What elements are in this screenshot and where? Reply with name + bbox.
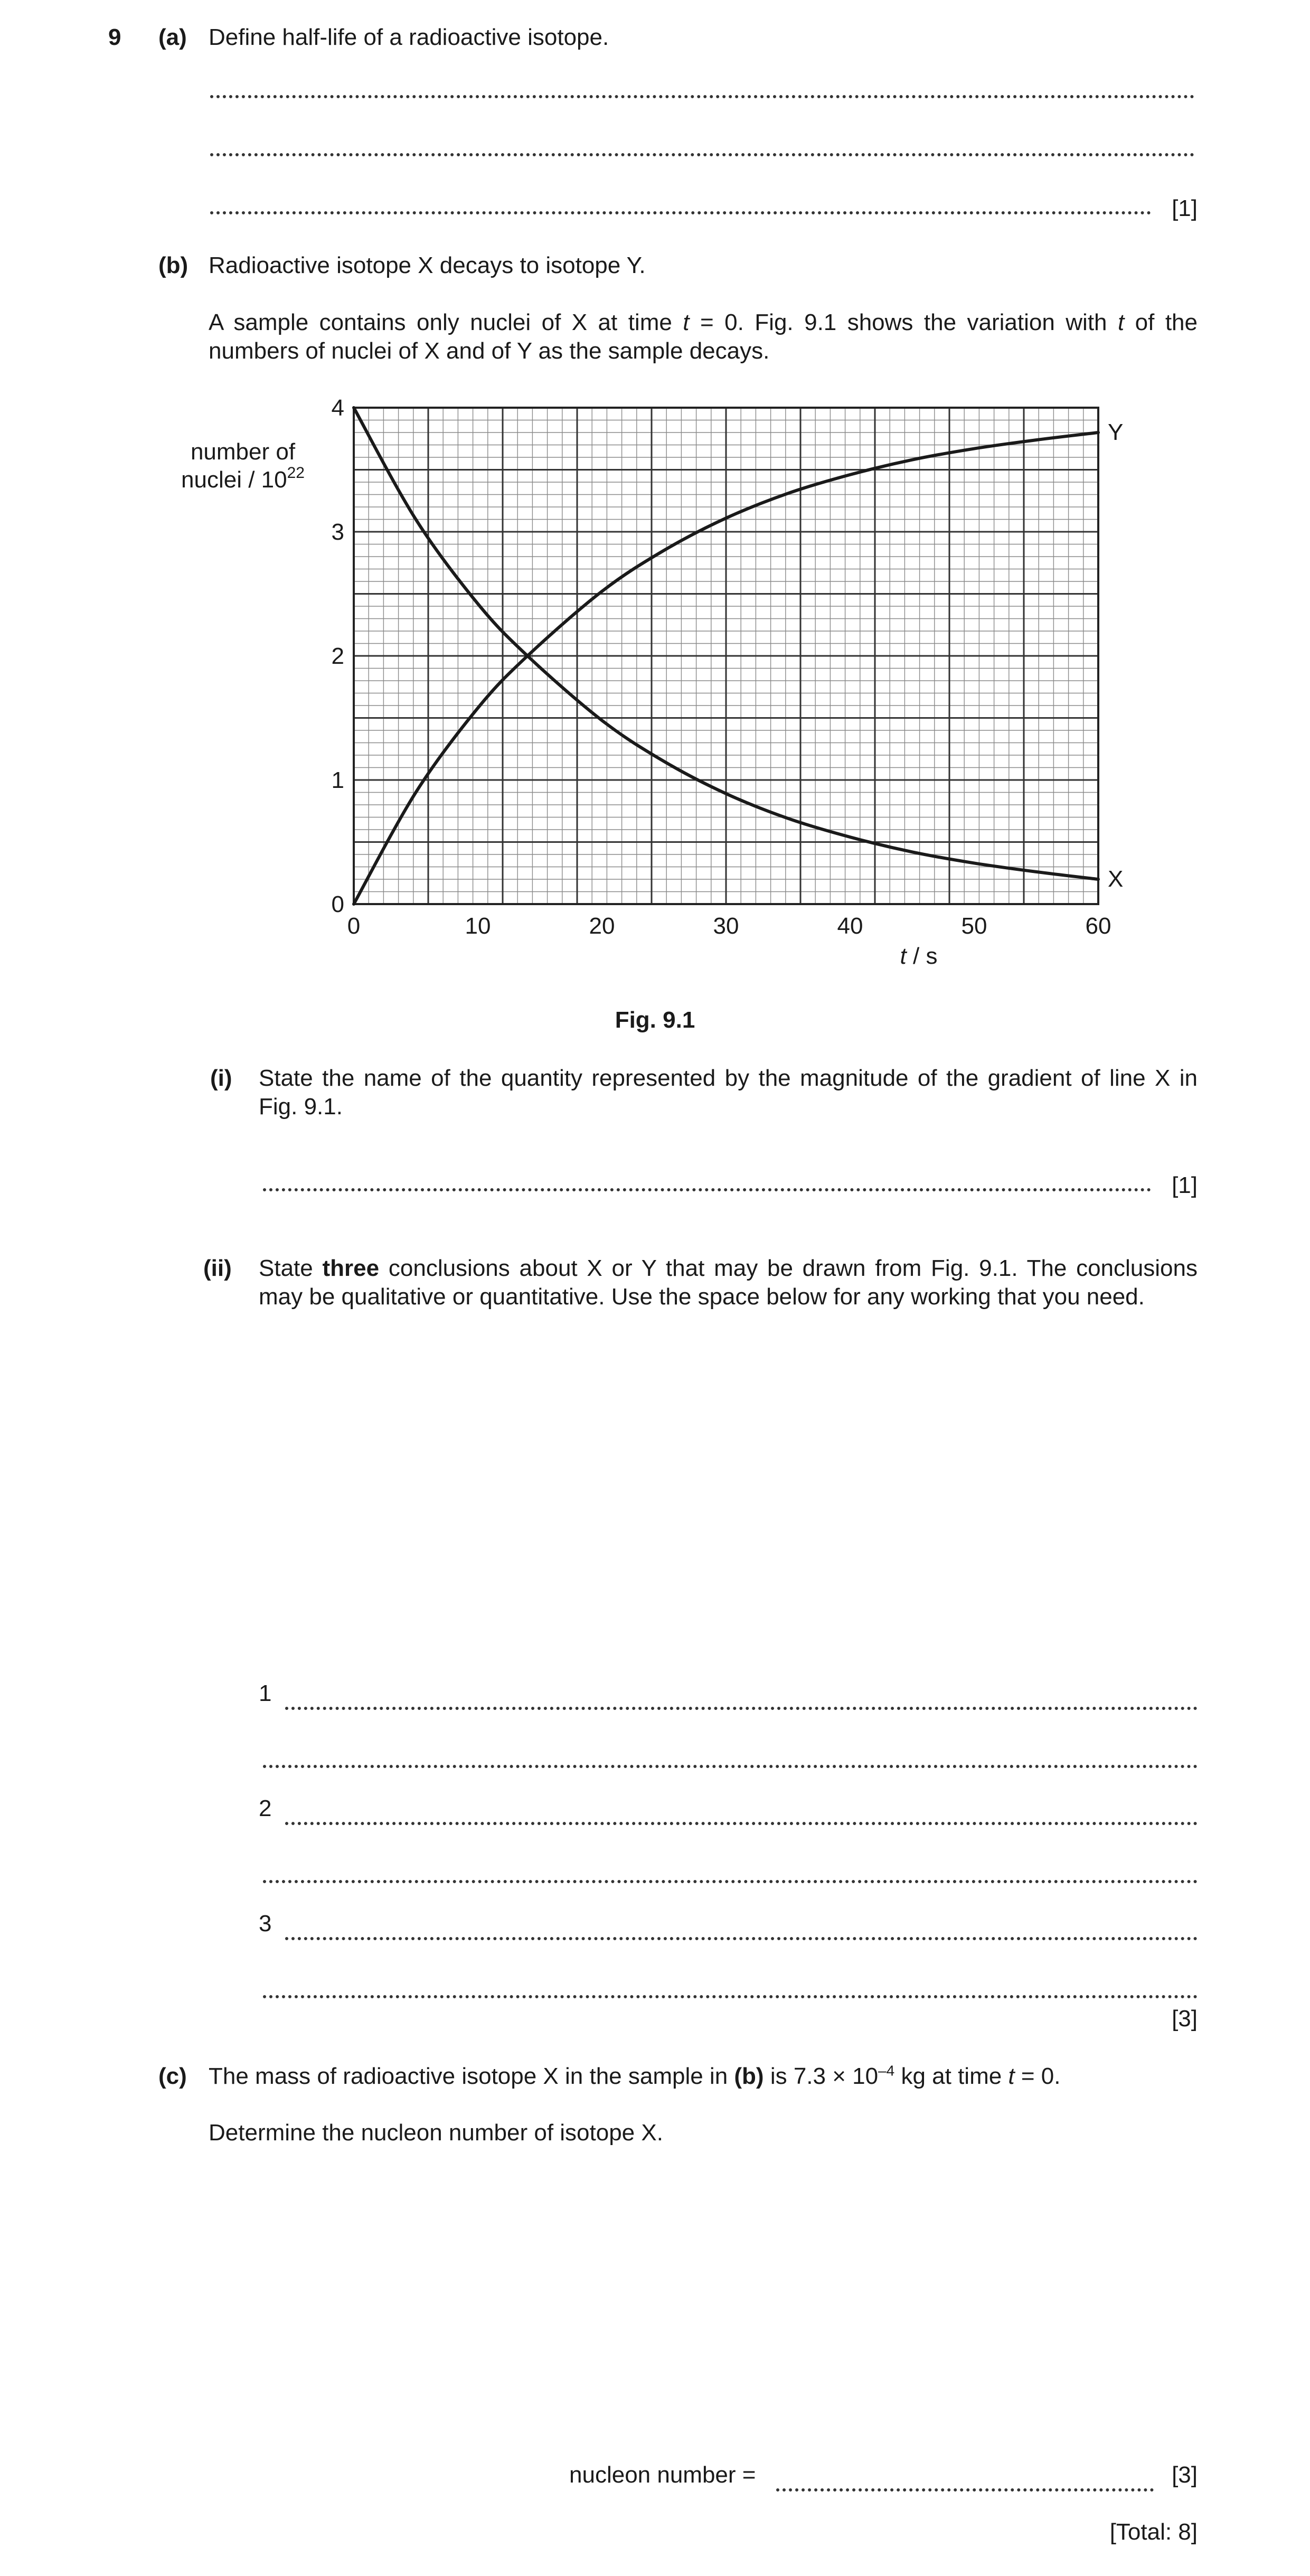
conclusion-3-line-1[interactable] [285,1937,1198,1940]
part-b-description: A sample contains only nuclei of X at time t = 0. Fig. 9.1 shows the variation with t of the numbers of nuclei of X and of Y as the sample decays. [209,309,1198,364]
figure-caption: Fig. 9.1 [615,1007,695,1033]
part-a-label: (a) [158,24,187,50]
series-label-X: X [1108,866,1124,892]
x-tick-label: 10 [465,913,491,939]
x-tick-label: 40 [837,913,863,939]
part-b-ii-label: (ii) [203,1255,232,1281]
y-tick-label: 4 [331,395,344,421]
series-label-Y: Y [1108,419,1124,445]
part-b-i-question: State the name of the quantity represented by the magnitude of the gradient of line X in Fig. 9.1. [259,1065,1198,1120]
part-b-i-label: (i) [210,1065,232,1091]
part-b-ii-mark: [3] [1172,2006,1198,2032]
conclusion-1-number: 1 [259,1680,272,1706]
y-axis-label-line-1: number of [190,439,296,465]
x-tick-label: 20 [589,913,615,939]
y-tick-label: 0 [331,891,344,917]
part-a-answer-line-3[interactable] [210,211,1151,214]
conclusion-1-line-2[interactable] [263,1765,1198,1768]
part-a-mark: [1] [1172,195,1198,221]
x-tick-label: 0 [347,913,361,939]
nucleon-number-answer-line[interactable] [776,2488,1154,2492]
x-axis-label: t / s [900,943,938,969]
conclusion-3-line-2[interactable] [263,1995,1198,1998]
y-axis-label [181,439,305,493]
y-axis-label-line-2: nuclei / $10^{22}$ [181,464,305,493]
part-b-i-answer-line[interactable] [263,1188,1151,1191]
total-marks: [Total: 8] [1109,2519,1198,2545]
conclusion-2-line-2[interactable] [263,1880,1198,1883]
figure-9-1-chart [153,380,1199,982]
x-tick-label: 30 [713,913,739,939]
conclusion-2-number: 2 [259,1795,272,1821]
part-c-question: The mass of radioactive isotope X in the sample in (b) is $7.3 \times 10^{-4}$ kg at time t = 0. [209,2062,1061,2089]
part-b-ii-question: State three conclusions about X or Y that may be drawn from Fig. 9.1. The conclusions may be qualitative or quantitative. Use the space below for any working that you need. [259,1255,1198,1310]
part-a-question: Define half-life of a radioactive isotope. [209,24,609,50]
part-b-label: (b) [158,252,189,278]
part-b-i-mark: [1] [1172,1172,1198,1198]
x-tick-label: 50 [961,913,987,939]
y-tick-label: 3 [331,519,344,545]
question-number: 9 [108,24,121,50]
nucleon-number-label: nucleon number = [569,2462,756,2488]
y-tick-label: 2 [331,643,344,669]
part-c-label: (c) [158,2063,187,2089]
part-a-answer-line-1[interactable] [210,95,1194,98]
part-a-answer-line-2[interactable] [210,153,1194,156]
y-tick-label: 1 [331,767,344,793]
part-c-instruction: Determine the nucleon number of isotope X. [209,2120,663,2146]
conclusion-1-line-1[interactable] [285,1707,1198,1710]
part-b-intro: Radioactive isotope X decays to isotope Y. [209,252,646,278]
part-c-mark: [3] [1172,2462,1198,2488]
conclusion-3-number: 3 [259,1911,272,1936]
x-tick-label: 60 [1085,913,1111,939]
conclusion-2-line-1[interactable] [285,1822,1198,1825]
